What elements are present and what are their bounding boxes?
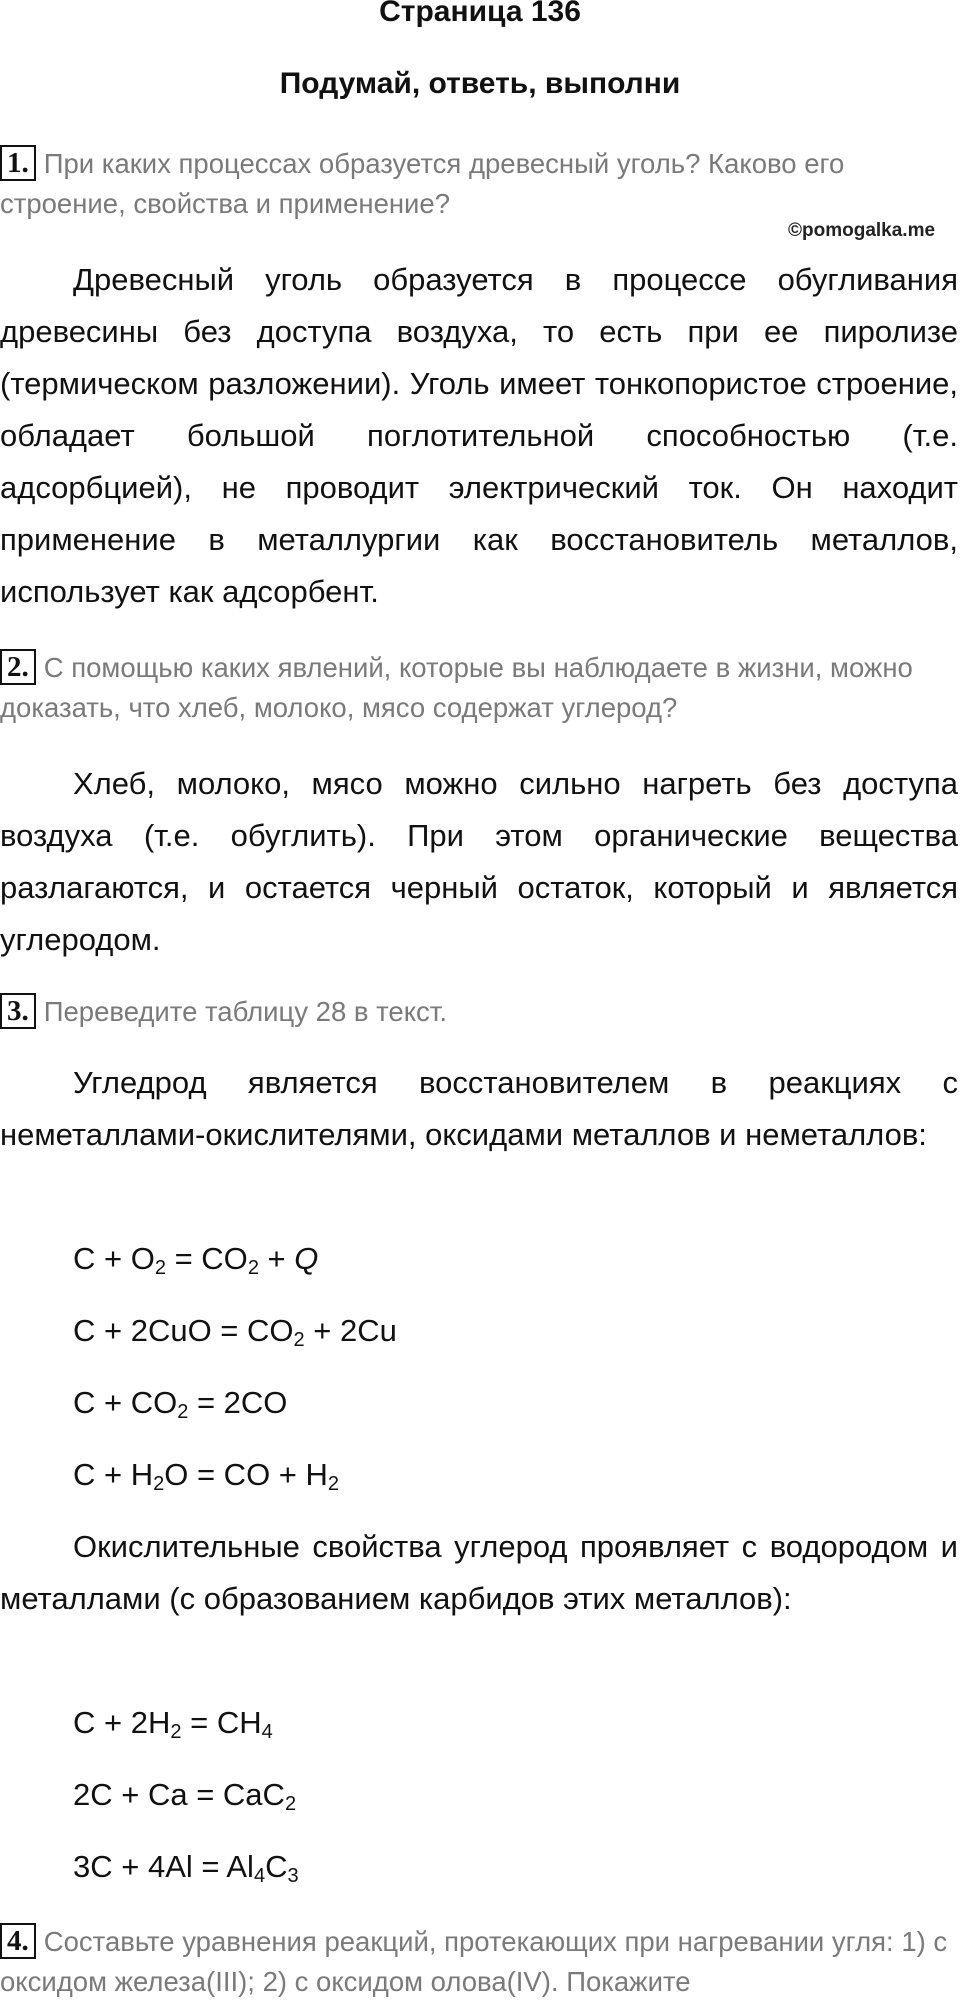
question-number-3: 3.	[0, 993, 36, 1029]
answer-3-part-1: Угледрод является восстановителем в реакциях с неметаллами-окислителями, оксидами металлов и неметаллов:	[0, 1065, 958, 1152]
equation: 2C + Ca = CaC$_2$	[73, 1777, 297, 1815]
section-title: Подумай, ответь, выполни	[279, 67, 681, 100]
question-4	[0, 1922, 958, 2002]
equation: $3C + 4Al = Al_4C_3$	[73, 1849, 299, 1887]
question-4-text: Составьте уравнения реакций, протекающих при нагревании угля: 1) с оксидом железа(III); 2) с оксидом олова(IV). Покажите	[0, 1926, 948, 1997]
question-number-2: 2.	[0, 649, 36, 685]
question-number-4: 4.	[0, 1923, 36, 1959]
page-title: Страница 136	[379, 0, 581, 28]
answer-3-part-2: Окислительные свойства углерод проявляет с водородом и металлами (с образованием карбидов этих металлов):	[0, 1529, 958, 1616]
equation: $C + CO_2 = 2CO$	[73, 1385, 288, 1423]
question-number-1: 1.	[0, 145, 36, 181]
question-2	[0, 648, 958, 728]
question-3-text: Переведите таблицу 28 в текст.	[43, 996, 447, 1027]
watermark: ©pomogalka.me	[788, 220, 936, 241]
question-3	[0, 992, 958, 1032]
equation: $C + 2H_2 = CH_4$	[73, 1705, 273, 1743]
question-2-text: С помощью каких явлений, которые вы наблюдаете в жизни, можно доказать, что хлеб, молоко, мясо содержат углерод?	[0, 652, 913, 723]
equation: $C + 2CuO = CO_2 + 2Cu$	[73, 1313, 397, 1351]
answer-1: Древесный уголь образуется в процессе обугливания древесины без доступа воздуха, то есть при ее пиролизе (термическом разложении). Уголь имеет тонкопористое строение, обладает большой поглотительной способностью (т.е. адсорбцией), не проводит электрический ток. Он находит применение в металлургии как восстановитель металлов, использует как адсорбент.	[0, 262, 958, 609]
equation: $C + O_2 = CO_2 + Q$	[73, 1241, 319, 1279]
question-1	[0, 144, 958, 224]
answer-2: Хлеб, молоко, мясо можно сильно нагреть без доступа воздуха (т.е. обуглить). При этом органические вещества разлагаются, и остается черный остаток, который и является углеродом.	[0, 766, 958, 957]
equation: $C + H_2O$ = CO + $H_2$	[73, 1457, 340, 1495]
question-1-text: При каких процессах образуется древесный уголь? Каково его строение, свойства и применение?	[0, 148, 845, 219]
